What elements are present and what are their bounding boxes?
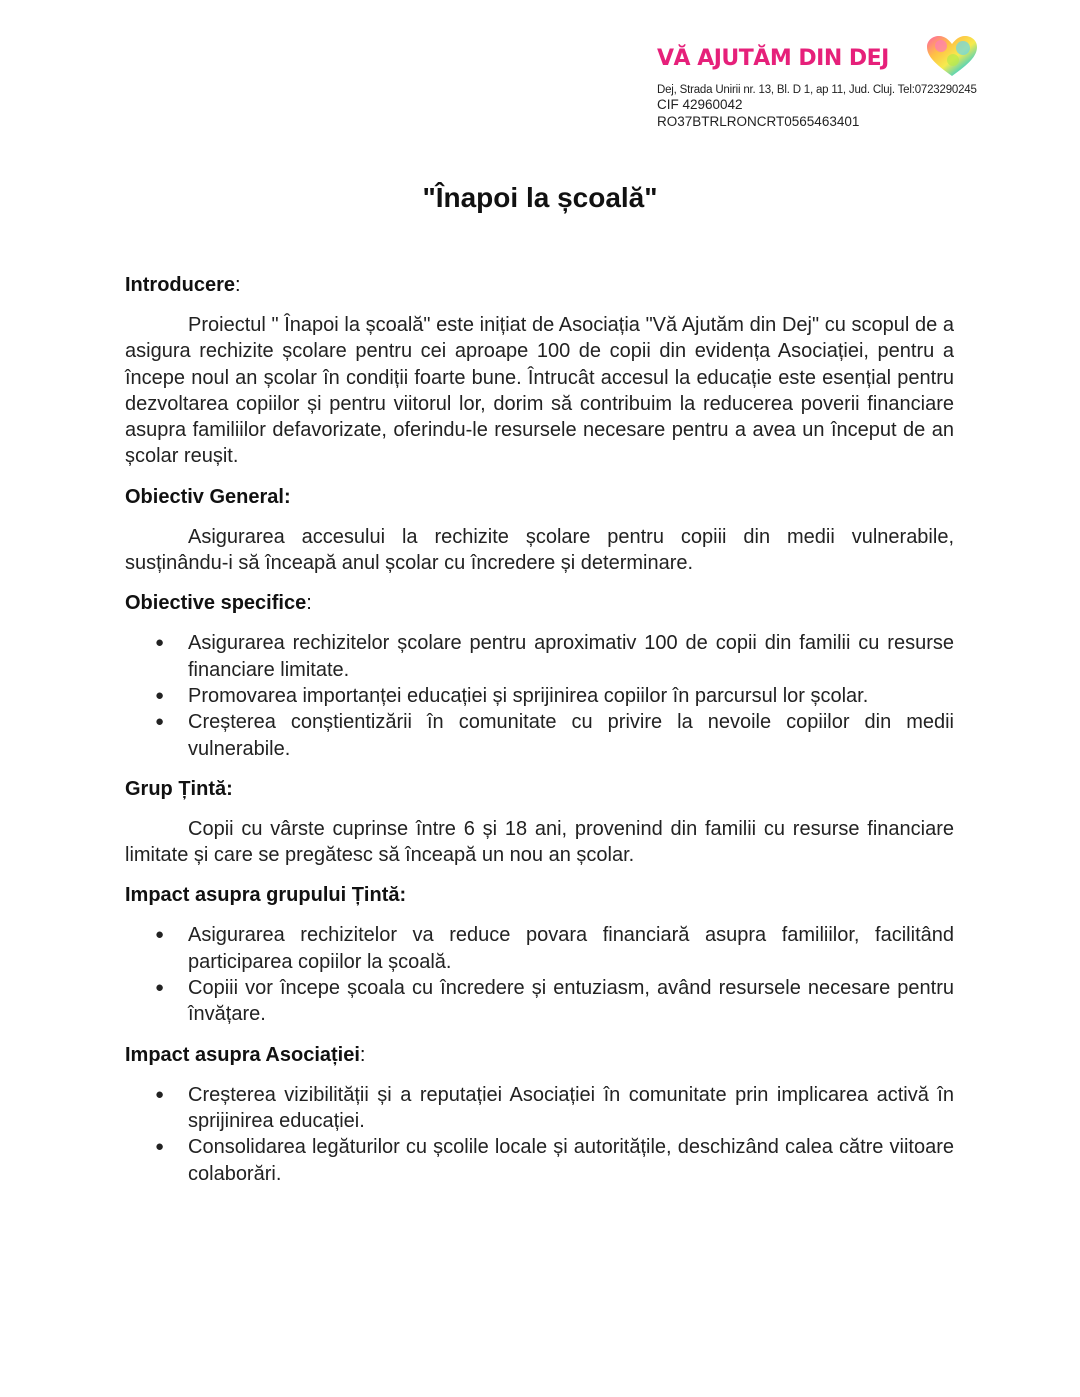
section-impact-association [125, 1042, 954, 1187]
section-heading: Impact asupra grupului Țintă: [125, 884, 407, 907]
section-target-group [125, 776, 954, 869]
section-paragraph: Proiectul " Înapoi la școală" este inițiat de Asociația "Vă Ajutăm din Dej" cu scopul de a asigura rechizite școlare pentru cei aproape 100 de copii din evidența Asociației, pentru a începe noul an școlar în condiții foarte bune. Întrucât accesul la educație este esențial pentru dezvoltarea copiilor și pentru viitorul lor, dorim să contribuim la reducerea poverii financiare asupra familiilor defavorizate, oferindu-le resursele necesare pentru a avea un început de an școlar reușit. [125, 314, 954, 468]
list-item: ● Asigurarea rechizitelor școlare pentru aproximativ 100 de copii din familii cu resurse financiare limitate. [125, 630, 954, 683]
address-line: Dej, Strada Unirii nr. 13, Bl. D 1, ap 11, Jud. Cluj. Tel:0723290245 [657, 84, 977, 96]
brand-row [657, 38, 1057, 78]
list-item: ● Promovarea importanței educației și sprijinirea copiilor în parcursul lor școlar. [125, 683, 954, 709]
letterhead [657, 38, 1057, 130]
bullet-list [125, 922, 954, 1027]
section-heading: Obiective specifice: [125, 592, 312, 615]
section-heading: Grup Țintă: [125, 777, 233, 800]
bullet-list [125, 1082, 954, 1187]
list-item: ● Asigurarea rechizitelor va reduce povara financiară asupra familiilor, facilitând participarea copiilor la școală. [125, 922, 954, 975]
list-item: ● Consolidarea legăturilor cu școlile locale și autoritățile, deschizând calea către viitoare colaborări. [125, 1134, 954, 1187]
section-introduction [125, 272, 954, 470]
section-paragraph: Asigurarea accesului la rechizite școlare pentru copiii din medii vulnerabile, susținându-i să înceapă anul școlar cu încredere și determinare. [125, 525, 954, 575]
iban-line: RO37BTRLRONCRT0565463401 [657, 114, 860, 129]
section-paragraph: Copii cu vârste cuprinse între 6 și 18 ani, provenind din familii cu resurse financiare limitate și care se pregătesc să înceapă un nou an școlar. [125, 817, 954, 867]
document-body [125, 272, 954, 1187]
section-general-objective [125, 484, 954, 577]
section-impact-target [125, 882, 954, 1027]
section-heading: Impact asupra Asociației: [125, 1043, 366, 1066]
cif-line: CIF 42960042 [657, 97, 743, 112]
list-item: ● Copiii vor începe școala cu încredere și entuziasm, având resursele necesare pentru învățare. [125, 975, 954, 1028]
section-heading: Introducere: [125, 274, 241, 296]
rainbow-heart-logo-icon [925, 34, 979, 78]
document-title: "Înapoi la școală" [422, 182, 658, 213]
section-specific-objectives [125, 590, 954, 761]
brand-name: VĂ AJUTĂM DIN DEJ [657, 45, 889, 71]
section-heading: Obiectiv General: [125, 485, 291, 508]
list-item: ● Creșterea conștientizării în comunitate cu privire la nevoile copiilor din medii vulnerabile. [125, 709, 954, 762]
bullet-list [125, 630, 954, 761]
list-item: ● Creșterea vizibilității și a reputației Asociației în comunitate prin implicarea activă în sprijinirea educației. [125, 1082, 954, 1135]
